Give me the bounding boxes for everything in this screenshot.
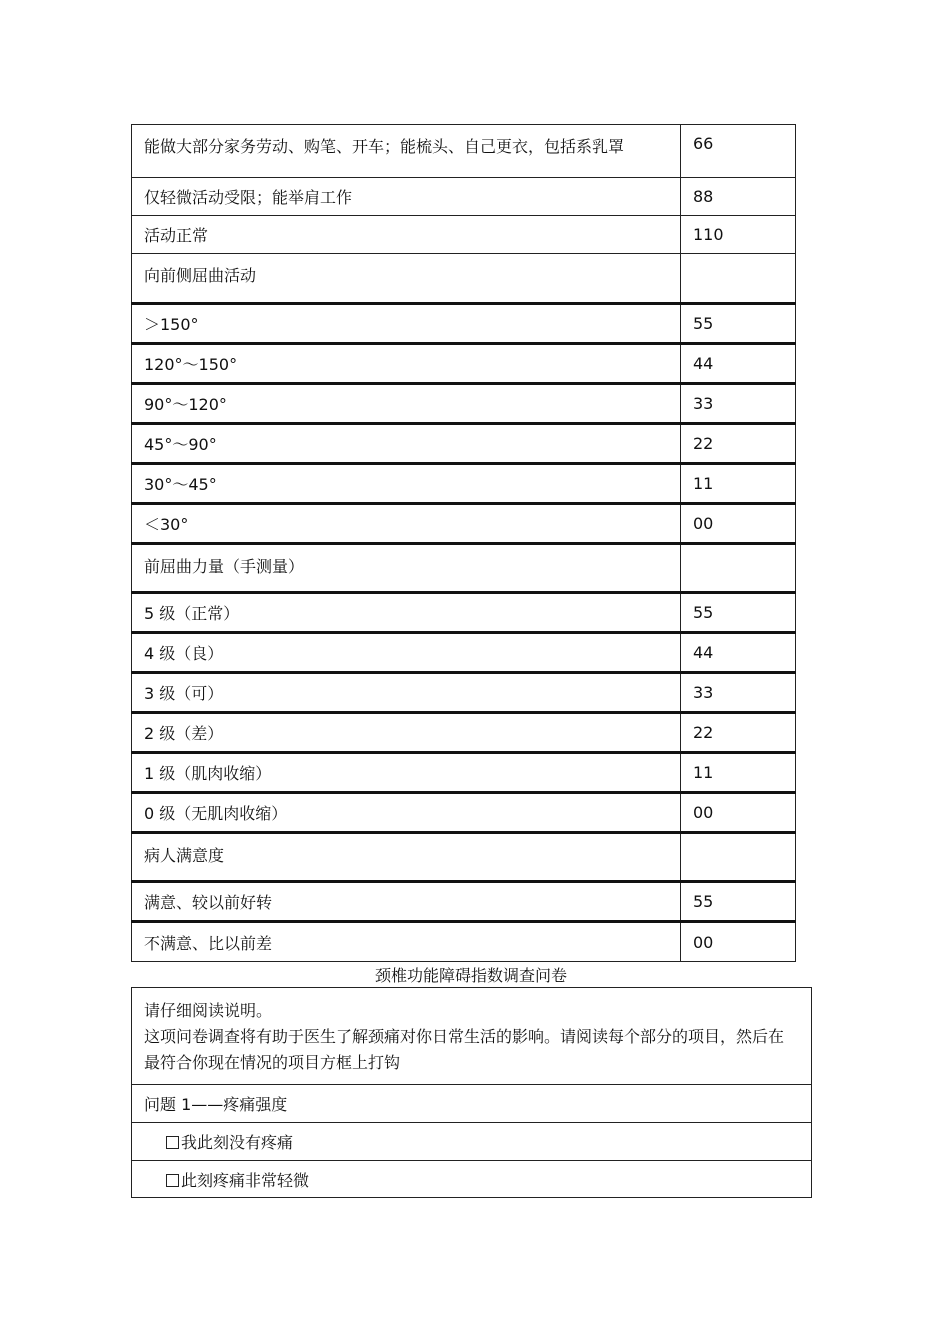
score-row <box>132 504 796 544</box>
checkbox-icon[interactable] <box>166 1174 179 1187</box>
score-row <box>132 216 796 254</box>
score-value <box>681 254 796 304</box>
score-label: 病人满意度 <box>132 833 681 882</box>
score-value: 11 <box>681 753 796 793</box>
score-row <box>132 384 796 424</box>
score-value: 55 <box>681 593 796 633</box>
question-1-label: 问题 1——疼痛强度 <box>132 1085 812 1123</box>
score-label: 4 级（良） <box>132 633 681 673</box>
score-label: 5 级（正常） <box>132 593 681 633</box>
score-label: 不满意、比以前差 <box>132 922 681 962</box>
question-1-row <box>132 1085 812 1123</box>
intro-cell <box>132 988 812 1085</box>
score-row <box>132 753 796 793</box>
intro-row <box>132 988 812 1085</box>
score-value: 66 <box>681 125 796 178</box>
score-row <box>132 344 796 384</box>
score-label: 仅轻微活动受限；能举肩工作 <box>132 178 681 216</box>
score-label: 活动正常 <box>132 216 681 254</box>
option-row[interactable] <box>132 1161 812 1198</box>
score-row <box>132 593 796 633</box>
score-value: 44 <box>681 633 796 673</box>
score-label: 前屈曲力量（手测量） <box>132 544 681 593</box>
score-table <box>131 124 796 962</box>
score-value: 33 <box>681 384 796 424</box>
score-row <box>132 125 796 178</box>
option-cell[interactable] <box>132 1161 812 1198</box>
option-label: 此刻疼痛非常轻微 <box>181 1170 310 1190</box>
score-row <box>132 464 796 504</box>
score-value <box>681 833 796 882</box>
score-label: ＜30° <box>132 504 681 544</box>
score-label: 向前侧屈曲活动 <box>132 254 681 304</box>
intro-line-2: 这项问卷调查将有助于医生了解颈痛对你日常生活的影响。请阅读每个部分的项目，然后在最符合你现在情况的项目方框上打钩 <box>144 1027 785 1072</box>
score-row <box>132 254 796 304</box>
questionnaire-table <box>131 987 812 1198</box>
score-row <box>132 178 796 216</box>
score-row <box>132 424 796 464</box>
intro-line-1: 请仔细阅读说明。 <box>144 1001 273 1020</box>
score-row <box>132 833 796 882</box>
score-value: 22 <box>681 424 796 464</box>
score-row <box>132 882 796 922</box>
score-label: 45°～90° <box>132 424 681 464</box>
score-row <box>132 793 796 833</box>
score-label: 120°～150° <box>132 344 681 384</box>
score-label: 满意、较以前好转 <box>132 882 681 922</box>
option-cell[interactable] <box>132 1123 812 1161</box>
questionnaire-title: 颈椎功能障碍指数调查问卷 <box>374 966 567 985</box>
score-value: 55 <box>681 304 796 344</box>
score-table-body <box>132 125 796 962</box>
score-value: 44 <box>681 344 796 384</box>
score-value: 00 <box>681 793 796 833</box>
score-value: 55 <box>681 882 796 922</box>
score-label: 3 级（可） <box>132 673 681 713</box>
score-label: 90°～120° <box>132 384 681 424</box>
score-value: 00 <box>681 922 796 962</box>
score-row <box>132 922 796 962</box>
score-value: 110 <box>681 216 796 254</box>
score-value: 33 <box>681 673 796 713</box>
option-label: 我此刻没有疼痛 <box>181 1133 294 1152</box>
score-row <box>132 304 796 344</box>
score-value: 11 <box>681 464 796 504</box>
score-value: 88 <box>681 178 796 216</box>
score-label: 能做大部分家务劳动、购笔、开车；能梳头、自己更衣，包括系乳罩 <box>132 125 681 178</box>
score-label: ＞150° <box>132 304 681 344</box>
score-row <box>132 544 796 593</box>
score-label: 30°～45° <box>132 464 681 504</box>
checkbox-icon[interactable] <box>166 1136 179 1149</box>
score-label: 0 级（无肌肉收缩） <box>132 793 681 833</box>
score-row <box>132 713 796 753</box>
score-label: 1 级（肌肉收缩） <box>132 753 681 793</box>
score-value: 22 <box>681 713 796 753</box>
score-value: 00 <box>681 504 796 544</box>
score-row <box>132 673 796 713</box>
score-row <box>132 633 796 673</box>
score-label: 2 级（差） <box>132 713 681 753</box>
option-row[interactable] <box>132 1123 812 1161</box>
score-value <box>681 544 796 593</box>
